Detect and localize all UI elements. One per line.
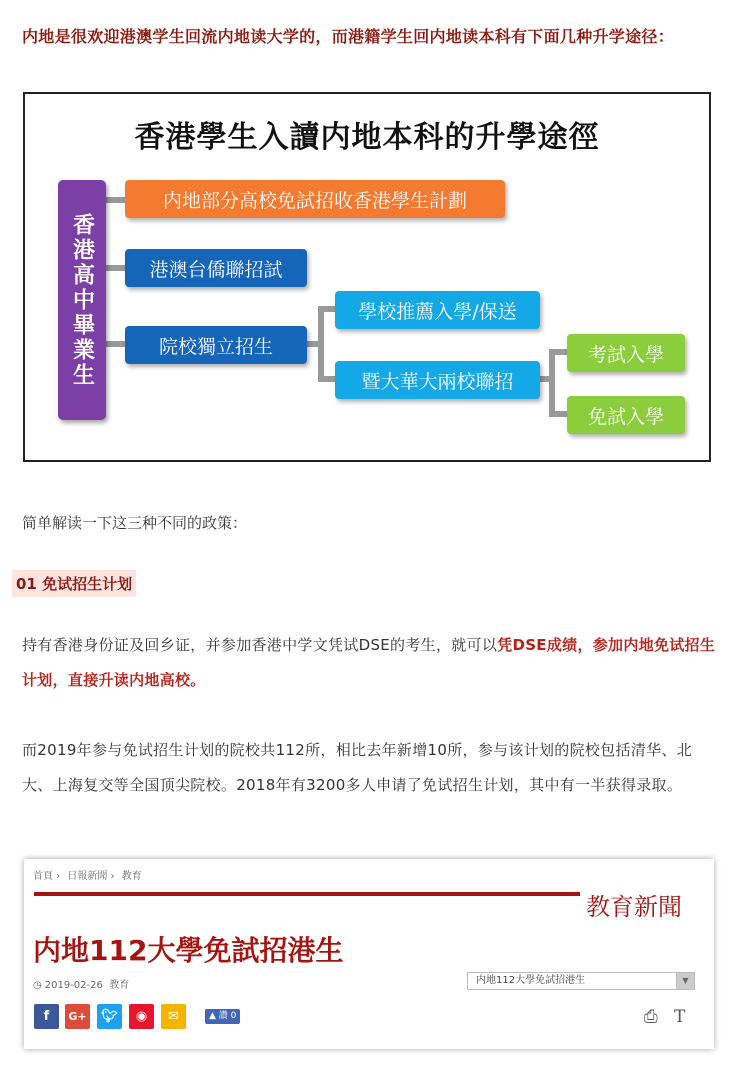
article-category[interactable]: 教育: [109, 980, 130, 991]
route-exam-free: 内地部分高校免試招收香港學生計劃: [125, 180, 505, 218]
section-name: 教育新聞: [586, 893, 682, 921]
intro-paragraph: 内地是很欢迎港澳学生回流内地读大学的，而港籍学生回内地读本科有下面几种升学途径：: [22, 27, 675, 46]
font-size-icon[interactable]: T: [674, 1007, 686, 1027]
article-select-value: 内地112大學免試招港生: [476, 975, 586, 986]
breadcrumb: [33, 867, 146, 882]
article-date: 2019-02-26: [44, 980, 103, 991]
mail-icon[interactable]: ✉: [161, 1004, 186, 1029]
thumbs-up-icon: ▲: [209, 1011, 216, 1021]
article-select[interactable]: [467, 972, 695, 990]
news-headline: 内地112大學免試招港生: [33, 934, 344, 967]
paragraph-eligibility: [22, 628, 722, 698]
section-title: 01 免试招生计划: [12, 570, 136, 597]
google-plus-icon[interactable]: G+: [65, 1004, 90, 1029]
sub-school-recommend: 學校推薦入學/保送: [335, 291, 540, 329]
diagram-title: 香港學生入讀内地本科的升學途徑: [134, 120, 600, 155]
sub-exam-entry: 考試入學: [567, 334, 685, 372]
breadcrumb-daily[interactable]: 日報新聞 ›: [67, 871, 115, 882]
facebook-icon[interactable]: f: [34, 1004, 59, 1029]
connector-independent-branch2: [321, 344, 335, 379]
connector-independent-branch: [307, 309, 335, 344]
clock-icon: ◷: [33, 980, 42, 991]
sub-exam-free-entry: 免試入學: [567, 396, 685, 434]
twitter-icon[interactable]: 🐦︎: [97, 1004, 122, 1029]
connector-joint-branch2: [552, 379, 567, 414]
like-button[interactable]: [205, 1009, 240, 1024]
news-screenshot-card: [24, 859, 714, 1049]
sub-jinan-huaqiao: 暨大華大兩校聯招: [335, 361, 540, 399]
article-meta: [33, 976, 129, 991]
chevron-down-icon[interactable]: ▼: [676, 973, 694, 989]
breadcrumb-education[interactable]: 教育: [121, 871, 142, 882]
route-independent: 院校獨立招生: [125, 326, 307, 364]
lead-text: 简单解读一下这三种不同的政策：: [22, 514, 248, 532]
print-icon[interactable]: ⎙: [644, 1007, 658, 1027]
paragraph-statistics: 而2019年参与免试招生计划的院校共112所，相比去年新增10所，参与该计划的院校包括清华、北大、上海复交等全国顶尖院校。2018年有3200多人申请了免试招生计划，其中有一半获得录取。: [22, 741, 692, 794]
root-node-hk-graduates: 香港高中畢業生: [58, 180, 106, 420]
connector-joint-branch: [540, 352, 567, 379]
like-label: 讚 0: [218, 1011, 237, 1021]
header-divider: [34, 892, 580, 896]
route-joint-exam: 港澳台僑聯招試: [125, 249, 307, 287]
paragraph-eligibility-text: 持有香港身份证及回乡证，并参加香港中学文凭试DSE的考生，就可以: [22, 636, 498, 654]
weibo-icon[interactable]: ◉: [129, 1004, 154, 1029]
breadcrumb-home[interactable]: 首頁 ›: [33, 871, 61, 882]
pathway-diagram: [23, 92, 711, 462]
paragraph-eligibility-highlight: 凭DSE成绩，参加内地免试招生计划，直接升读内地高校。: [22, 636, 716, 689]
